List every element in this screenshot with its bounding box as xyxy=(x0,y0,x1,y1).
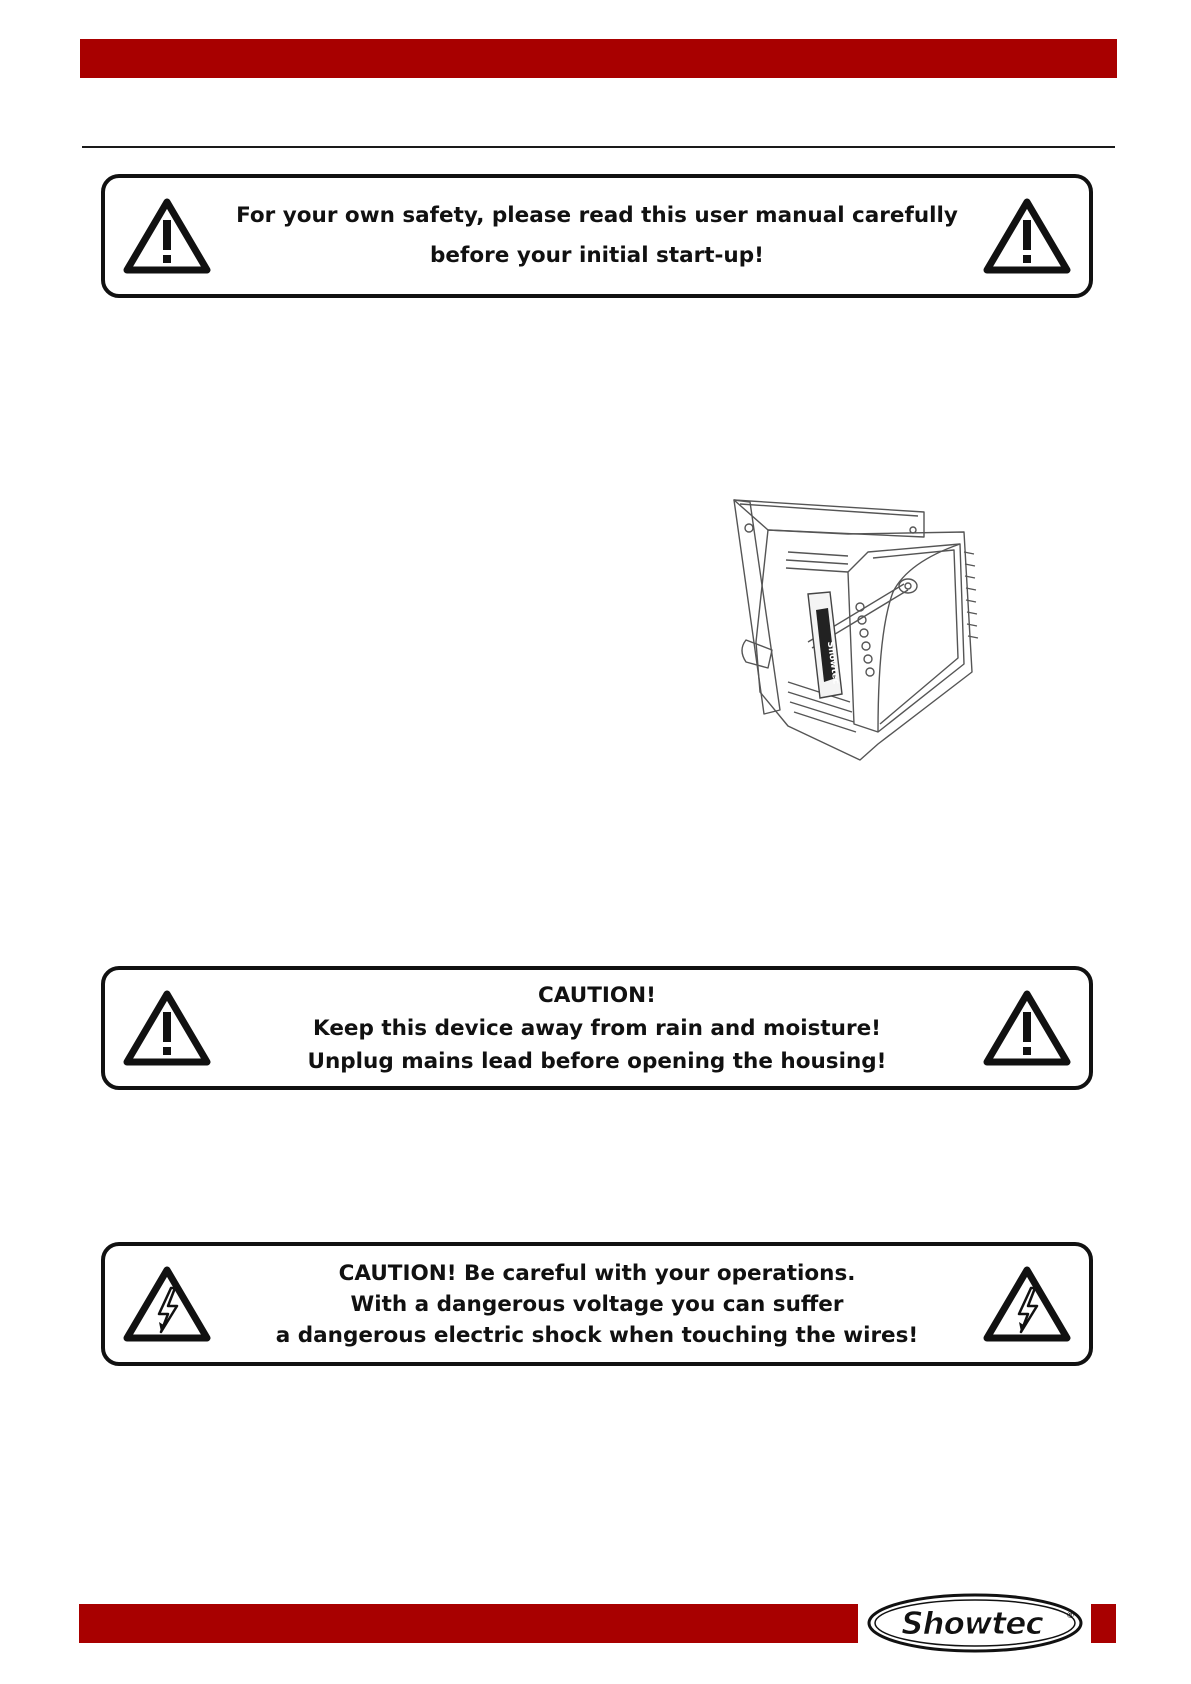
notice-line: before your initial start-up! xyxy=(430,243,764,268)
notice-line: Keep this device away from rain and moisture! xyxy=(313,1015,881,1041)
safety-notice-text xyxy=(235,178,959,294)
header-bar xyxy=(80,39,1117,78)
notice-line: With a dangerous voltage you can suffer xyxy=(350,1291,844,1317)
notice-line: For your own safety, please read this user manual carefully xyxy=(236,203,958,228)
notice-line: CAUTION! Be careful with your operations. xyxy=(338,1260,856,1286)
high-voltage-icon xyxy=(121,1264,213,1344)
high-voltage-icon xyxy=(981,1264,1073,1344)
warning-exclamation-icon xyxy=(121,988,213,1068)
warning-exclamation-icon xyxy=(981,988,1073,1068)
footer-bar xyxy=(79,1604,858,1643)
warning-exclamation-icon xyxy=(121,196,213,276)
notice-line: a dangerous electric shock when touching the wires! xyxy=(275,1322,919,1348)
notice-line: CAUTION! xyxy=(538,982,656,1008)
notice-line: Unplug mains lead before opening the housing! xyxy=(307,1048,887,1074)
logo-text: Showtec xyxy=(901,1606,1043,1642)
caution-notice-text xyxy=(235,970,959,1086)
showtec-logo xyxy=(866,1592,1084,1654)
fixture-label: Showtec xyxy=(824,640,841,685)
voltage-notice-box xyxy=(101,1242,1093,1366)
footer-bar-end xyxy=(1091,1604,1116,1643)
safety-notice-box xyxy=(101,174,1093,298)
caution-notice-box xyxy=(101,966,1093,1090)
strobe-fixture-illustration xyxy=(728,492,984,768)
warning-exclamation-icon xyxy=(981,196,1073,276)
voltage-notice-text xyxy=(235,1246,959,1362)
registered-mark: ® xyxy=(1066,1611,1075,1621)
header-rule xyxy=(82,146,1115,148)
